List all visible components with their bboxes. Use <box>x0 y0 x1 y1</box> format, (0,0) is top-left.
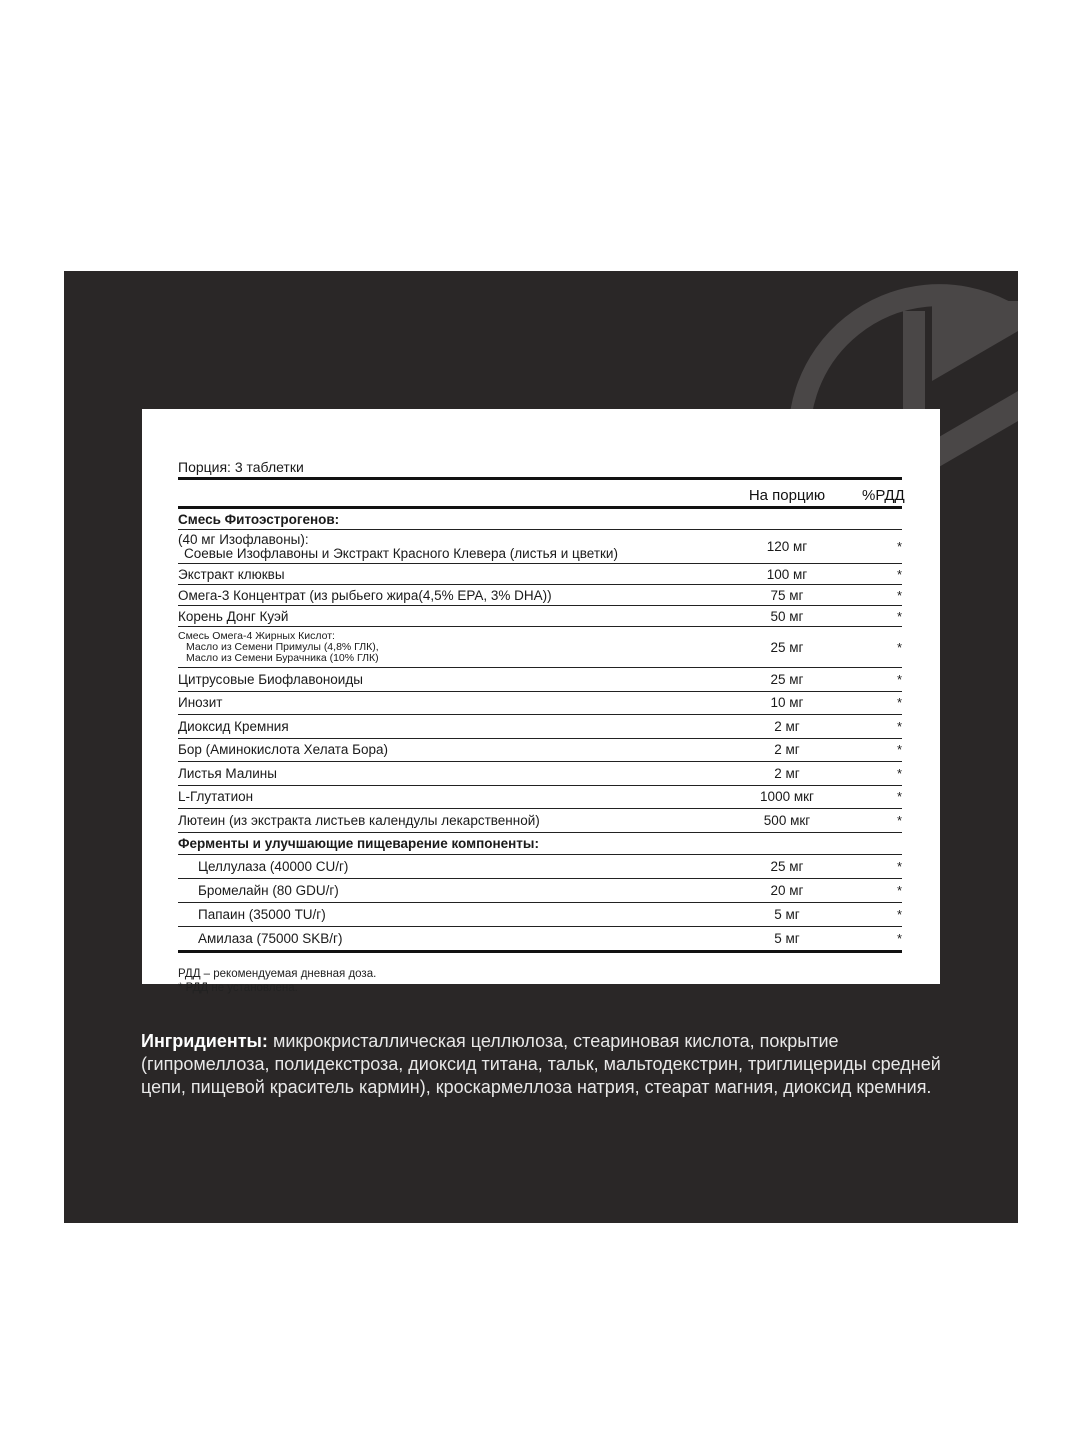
row-amount: 100 мг <box>766 566 808 582</box>
ingredients-label: Ингридиенты: <box>141 1031 268 1051</box>
row-name: Лютеин (из экстракта листьев календулы лекарственной) <box>178 812 540 828</box>
row-amount: 20 мг <box>770 882 804 898</box>
row-name: L-Глутатион <box>178 789 254 805</box>
row-name: Амилаза (75000 SKB/г) <box>198 930 343 946</box>
ingredients-list: микрокристаллическая целлюлоза, стеариновая кислота, покрытие (гипромеллоза, полидекстроза, диоксид титана, тальк, мальтодекстрин, триглицериды средней цепи, пищевой краситель кармин), кроскармеллоза натрия, стеарат магния, диоксид кремния. <box>141 1031 941 1097</box>
omega4-line3: Масло из Семени Бурачника (10% ГЛК) <box>186 651 379 664</box>
row-amount: 1000 мкг <box>760 789 814 805</box>
blend1-amount: 120 мг <box>766 538 808 554</box>
row-amount: 75 мг <box>770 587 804 603</box>
footnote-asterisk: * РДД не установлена. <box>178 981 298 994</box>
footnotes <box>178 967 902 995</box>
table-row <box>178 691 902 715</box>
blend1-title-row <box>178 506 902 529</box>
table-row <box>178 854 902 878</box>
blend1-line1: (40 мг Изофлавоны): <box>178 531 309 547</box>
table-header <box>178 480 905 506</box>
table-row <box>178 667 902 691</box>
omega4-rdd: * <box>896 639 902 655</box>
row-rdd: * <box>896 882 902 898</box>
ingredients-text <box>141 1030 941 1099</box>
header-amount: На порцию <box>748 487 826 504</box>
row-rdd: * <box>896 608 902 624</box>
blend1-title: Смесь Фитоэстрогенов: <box>178 511 340 527</box>
row-amount: 50 мг <box>770 608 804 624</box>
table-row <box>178 902 902 926</box>
table-row <box>178 529 902 563</box>
row-rdd: * <box>896 695 902 711</box>
table-row <box>178 785 902 809</box>
row-name: Корень Донг Куэй <box>178 608 289 624</box>
row-amount: 10 мг <box>770 695 804 711</box>
blend1-rdd: * <box>896 538 902 554</box>
row-name: Папаин (35000 TU/г) <box>198 906 326 922</box>
bottom-divider <box>178 950 902 953</box>
row-rdd: * <box>896 742 902 758</box>
omega4-line1: Смесь Омега-4 Жирных Кислот: <box>178 629 335 642</box>
row-amount: 25 мг <box>770 858 804 874</box>
row-amount: 2 мг <box>774 742 800 758</box>
blend1-line2: Соевые Изофлавоны и Экстракт Красного Клевера (листья и цветки) <box>184 545 618 561</box>
dark-panel <box>64 271 1018 1223</box>
table-row <box>178 605 902 626</box>
row-rdd: * <box>896 718 902 734</box>
table-row <box>178 761 902 785</box>
row-amount: 2 мг <box>774 718 800 734</box>
row-name: Омега-3 Концентрат (из рыбьего жира(4,5% EPA, 3% DHA)) <box>178 587 552 603</box>
row-rdd: * <box>896 566 902 582</box>
footnote-rdd: РДД – рекомендуемая дневная доза. <box>178 967 377 980</box>
omega4-line2: Масло из Семени Примулы (4,8% ГЛК), <box>186 640 379 653</box>
row-name: Целлулаза (40000 CU/г) <box>198 858 349 874</box>
row-name: Листья Малины <box>178 765 277 781</box>
table-row <box>178 926 902 950</box>
enzymes-title-row <box>178 832 902 854</box>
table-row <box>178 714 902 738</box>
row-rdd: * <box>896 930 902 946</box>
table-row <box>178 584 902 605</box>
enzymes-title: Ферменты и улучшающие пищеварение компоненты: <box>178 835 539 851</box>
row-rdd: * <box>896 587 902 603</box>
row-rdd: * <box>896 812 902 828</box>
row-amount: 25 мг <box>770 671 804 687</box>
header-rdd: %РДД <box>862 487 905 504</box>
row-amount: 500 мкг <box>763 812 811 828</box>
omega4-amount: 25 мг <box>770 639 804 655</box>
row-rdd: * <box>896 789 902 805</box>
table-row <box>178 878 902 902</box>
row-amount: 5 мг <box>774 930 800 946</box>
row-name: Бромелайн (80 GDU/г) <box>198 882 339 898</box>
nutrition-facts-card <box>142 409 940 994</box>
row-amount: 5 мг <box>774 906 800 922</box>
row-name: Экстракт клюквы <box>178 566 285 582</box>
row-name: Бор (Аминокислота Хелата Бора) <box>178 742 388 758</box>
row-rdd: * <box>896 765 902 781</box>
table-row <box>178 808 902 832</box>
row-rdd: * <box>896 906 902 922</box>
row-name: Диоксид Кремния <box>178 718 289 734</box>
row-amount: 2 мг <box>774 765 800 781</box>
table-row <box>178 563 902 584</box>
table-row <box>178 738 902 762</box>
table-row-omega4 <box>178 626 902 667</box>
row-rdd: * <box>896 671 902 687</box>
serving-size: Порция: 3 таблетки <box>178 459 304 475</box>
row-rdd: * <box>896 858 902 874</box>
row-name: Цитрусовые Биофлавоноиды <box>178 671 363 687</box>
row-name: Инозит <box>178 695 223 711</box>
